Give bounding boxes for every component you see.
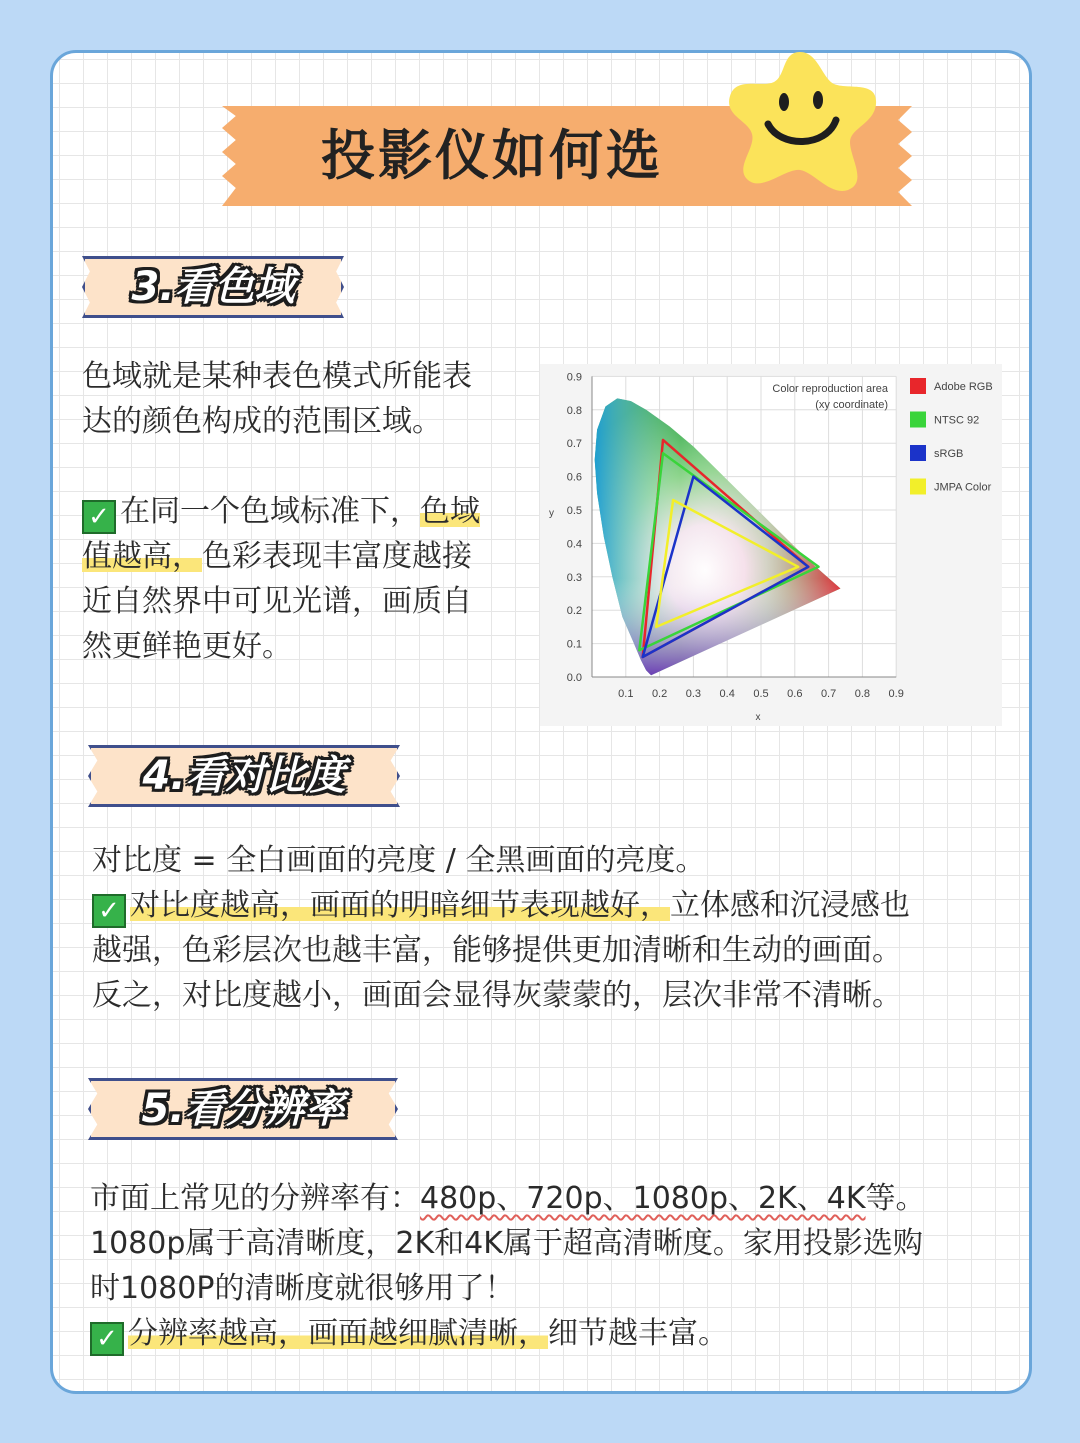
contrast-text: 立体感和沉浸感也 bbox=[670, 888, 910, 923]
resolution-line: 1080p属于高清晰度，2K和4K属于超高清晰度。家用投影选购 bbox=[90, 1226, 923, 1261]
highlighted-text: 值越高， bbox=[82, 539, 202, 574]
gamut-intro-line: 色域就是某种表色模式所能表 bbox=[82, 359, 472, 394]
highlighted-text: 分辨率越高，画面越细腻清晰， bbox=[128, 1316, 548, 1351]
contrast-body bbox=[92, 838, 1012, 1018]
y-tick-label: 0.1 bbox=[566, 638, 582, 651]
gamut-point-line bbox=[82, 489, 532, 534]
resolution-text: 市面上常见的分辨率有： bbox=[90, 1181, 420, 1216]
gamut-point-text: 色彩表现丰富度越接 bbox=[202, 539, 472, 574]
y-tick-label: 0.3 bbox=[566, 571, 582, 584]
gamut-point-line: 近自然界中可见光谱，画质自 bbox=[82, 584, 472, 619]
x-tick-label: 0.8 bbox=[854, 688, 871, 700]
x-tick-label: 0.3 bbox=[685, 688, 702, 700]
section-heading-contrast: 4.看对比度 bbox=[142, 753, 346, 799]
legend-swatch bbox=[910, 412, 926, 428]
highlighted-text: 色域 bbox=[420, 494, 480, 529]
gamut-point bbox=[82, 489, 532, 669]
y-tick-label: 0.8 bbox=[566, 404, 582, 417]
legend-label: NTSC 92 bbox=[934, 414, 980, 427]
legend-label: sRGB bbox=[934, 448, 964, 460]
gamut-point-text: 在同一个色域标准下， bbox=[120, 494, 420, 529]
legend-swatch bbox=[910, 479, 926, 495]
contrast-line: 对比度 = 全白画面的亮度 / 全黑画面的亮度。 bbox=[92, 843, 706, 878]
chart-title: Color reproduction area bbox=[772, 383, 888, 395]
legend-swatch bbox=[910, 378, 926, 394]
x-axis-label: x bbox=[755, 712, 761, 723]
wavy-underlined-text: 480p、720p、1080p、2K、4K bbox=[420, 1181, 866, 1216]
resolution-text: 等。 bbox=[865, 1181, 926, 1216]
y-tick-label: 0.6 bbox=[566, 471, 582, 484]
y-axis-label: y bbox=[549, 508, 554, 519]
contrast-line: 越强，色彩层次也越丰富，能够提供更加清晰和生动的画面。 bbox=[92, 933, 902, 968]
resolution-line: 时1080P的清晰度就很够用了！ bbox=[90, 1271, 515, 1306]
section-heading-gamut: 3.看色域 bbox=[131, 264, 295, 310]
x-tick-label: 0.9 bbox=[888, 688, 904, 700]
resolution-body bbox=[90, 1176, 1014, 1356]
y-tick-label: 0.2 bbox=[566, 605, 582, 618]
gamut-intro bbox=[82, 354, 522, 444]
y-tick-label: 0.4 bbox=[566, 538, 582, 551]
highlighted-text: 对比度越高，画面的明暗细节表现越好， bbox=[130, 888, 670, 923]
smiley-star-icon bbox=[722, 44, 882, 194]
color-gamut-chart bbox=[540, 364, 1002, 726]
contrast-line: 反之，对比度越小，画面会显得灰蒙蒙的，层次非常不清晰。 bbox=[92, 978, 902, 1013]
page-title: 投影仪如何选 bbox=[321, 124, 663, 187]
x-tick-label: 0.4 bbox=[719, 688, 735, 700]
legend-label: Adobe RGB bbox=[934, 381, 993, 393]
y-tick-label: 0.0 bbox=[566, 672, 582, 684]
legend-label: JMPA Color bbox=[934, 481, 992, 494]
x-tick-label: 0.6 bbox=[787, 688, 803, 700]
checkbox-checked-icon: ✓ bbox=[90, 1322, 124, 1356]
gamut-point-line: 然更鲜艳更好。 bbox=[82, 629, 292, 664]
checkbox-checked-icon: ✓ bbox=[92, 894, 126, 928]
y-tick-label: 0.7 bbox=[566, 438, 582, 451]
resolution-line bbox=[90, 1311, 1014, 1356]
chart-subtitle: (xy coordinate) bbox=[815, 399, 888, 411]
checkbox-checked-icon: ✓ bbox=[82, 500, 116, 534]
x-tick-label: 0.2 bbox=[651, 688, 668, 700]
y-tick-label: 0.5 bbox=[566, 505, 582, 517]
x-tick-label: 0.1 bbox=[618, 688, 634, 700]
resolution-line bbox=[90, 1176, 1014, 1221]
section-heading-resolution: 5.看分辨率 bbox=[141, 1086, 345, 1132]
resolution-text: 细节越丰富。 bbox=[548, 1316, 728, 1351]
contrast-line bbox=[92, 883, 1012, 928]
y-tick-label: 0.9 bbox=[566, 371, 582, 384]
gamut-chart-svg bbox=[540, 364, 1002, 726]
x-tick-label: 0.7 bbox=[820, 688, 837, 700]
gamut-intro-line: 达的颜色构成的范围区域。 bbox=[82, 404, 442, 439]
legend-swatch bbox=[910, 445, 926, 461]
gamut-point-line bbox=[82, 534, 532, 579]
x-tick-label: 0.5 bbox=[753, 688, 769, 700]
